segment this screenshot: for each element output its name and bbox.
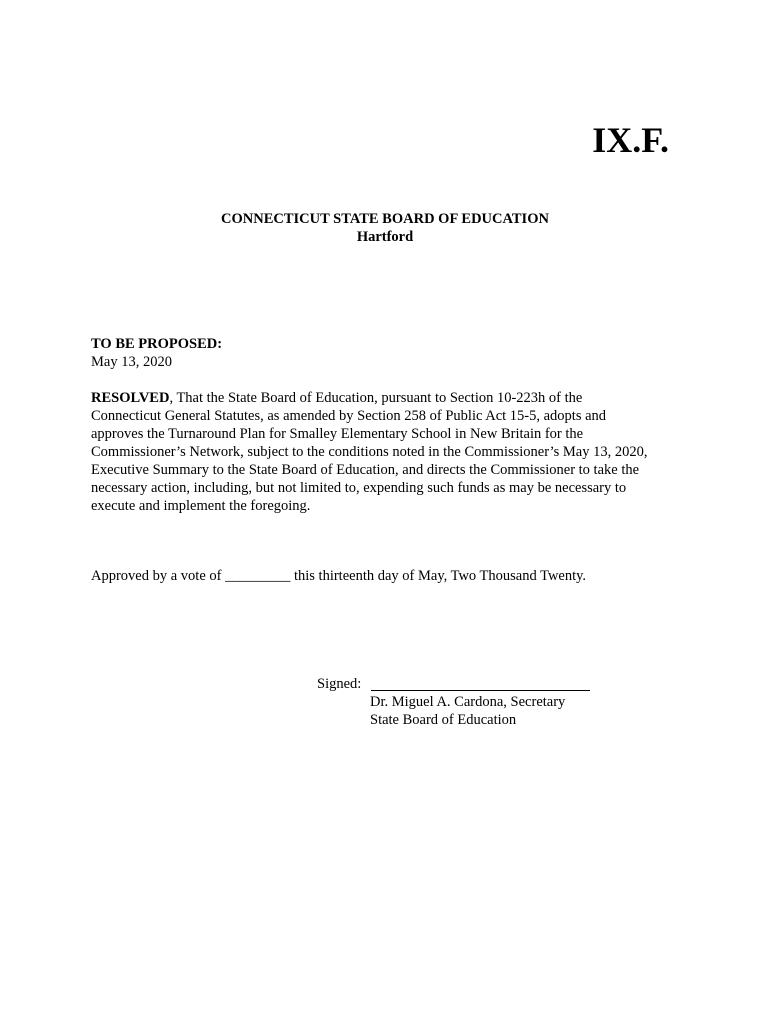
resolution-paragraph — [91, 389, 681, 515]
signer-block — [370, 693, 565, 729]
signature-line — [371, 690, 590, 691]
approval-statement: Approved by a vote of _________ this thirteenth day of May, Two Thousand Twenty. — [91, 568, 587, 584]
resolution-line: necessary action, including, but not limited to, expending such funds as may be necessary to — [91, 480, 627, 496]
proposal-block — [91, 335, 222, 371]
signer-title: State Board of Education — [370, 712, 517, 728]
proposal-label: TO BE PROPOSED: — [91, 336, 223, 352]
organization-location: Hartford — [356, 229, 414, 245]
proposal-date: May 13, 2020 — [91, 354, 172, 370]
signed-label: Signed: — [317, 676, 362, 692]
organization-name: CONNECTICUT STATE BOARD OF EDUCATION — [221, 211, 549, 227]
document-header — [0, 210, 770, 246]
agenda-item-number: IX.F. — [592, 120, 669, 160]
signer-name: Dr. Miguel A. Cardona, Secretary — [370, 694, 566, 710]
resolution-lead: RESOLVED — [91, 390, 170, 406]
resolution-line: Connecticut General Statutes, as amended by Section 258 of Public Act 15-5, adopts and — [91, 408, 607, 424]
resolution-line: Commissioner’s Network, subject to the conditions noted in the Commissioner’s May 13, 2020, — [91, 444, 648, 460]
resolution-line: approves the Turnaround Plan for Smalley Elementary School in New Britain for the — [91, 426, 584, 442]
resolution-line — [91, 389, 681, 407]
resolution-line: Executive Summary to the State Board of Education, and directs the Commissioner to take the — [91, 462, 640, 478]
resolution-line-text: , That the State Board of Education, pursuant to Section 10-223h of the — [169, 390, 583, 406]
resolution-line: execute and implement the foregoing. — [91, 498, 311, 514]
